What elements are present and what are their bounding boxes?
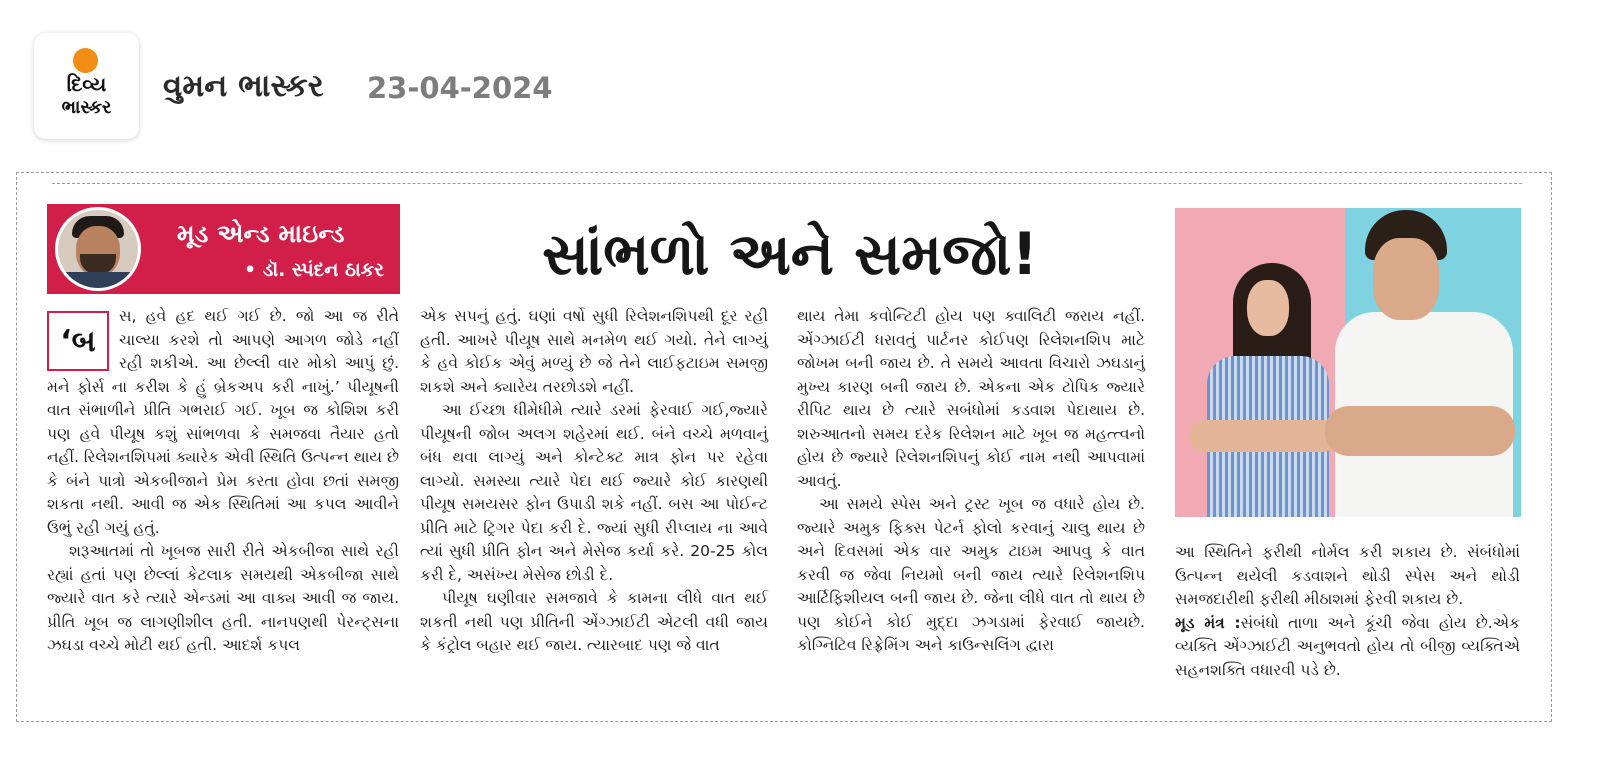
article-paragraph: શરૂઆતમાં તો ખૂબજ સારી રીતે એકબીજા સાથે રહી રહ્યાં હતાં પણ છેલ્લાં કેટલાક સમયથી એકબીજા સાથે જ્યારે વાત કરે ત્યારે એન્ડમાં આ વાક્ય આવી જ જાય. પ્રીતિ ખૂબ જ લાગણીશીલ હતી. નાનપણથી પેરન્ટ્સના ઝઘડા વચ્ચે મોટી થઈ હતી. આદર્શ કપલ [47,542,399,654]
paragraph-text: સ, હવે હદ થઈ ગઈ છે. જો આ જ રીતે ચાલ્યા કરશે તો આપણે આગળ જોડે નહીં રહી શકીએ. આ છેલ્લી વાર મોકો આપું છું. મને ફોર્સ ના કરીશ કે હું બ્રેકઅપ કરી નાખું.’ પીયૂષની વાત સંભાળીને પ્રીતિ ગભરાઈ ગઈ. ખૂબ જ કોશિશ કરી પણ હવે પીયૂષ કશું સાંભળવા કે સમજવા તૈયાર હતો નહીં. રિલેશનશિપમાં ક્યારેક એવી સ્થિતિ ઉત્પન્ન થાય છે કે બંને પાત્રો એકબીજાને પ્રેમ કરતા હોવા છતાં સમજી શકતા નથી. આવી જ એક સ્થિતિમાં આ કપલ આવીને ઉભું રહી ગયું હતું. [47,307,399,537]
article-paragraph: આ સમયે સ્પેસ અને ટ્રસ્ટ ખૂબ જ વધારે હોય છે. જ્યારે અમુક ફિક્સ પેટર્ન ફોલો કરવાનું ચાલુ થાય છે અને દિવસમાં એક વાર અમુક ટાઇમ આપવુ કે વાત કરવી જ જેવા નિયમો બની જાય ત્યારે રિલેશનશિપ આર્ટિફિશીયલ બની જાય છે. જેના લીધે વાત તો થાય છે પણ કોઈને કોઈ મુદ્દા ઝગડામાં ફેરવાઈ જાયછે. કોગ્નિટિવ રિફ્રેમિંગ અને કાઉન્સલિંગ દ્વારા [797,495,1145,654]
article-headline: સાંભળો અને સમજો! [542,220,1038,288]
article-photo-couple [1175,208,1521,517]
column-name: મૂડ એન્ડ માઇન્ડ [177,219,345,248]
mood-mantra-text: સંબંધો તાળા અને કૂંચી જેવા હોય છે.એક વ્યક્તિ એંગ્ઝાઈટી અનુભવતો હોય તો બીજી વ્યક્તિએ સહનશક્તિ વધારવી પડે છે. [1175,613,1520,679]
page-header [0,0,1600,160]
sun-icon [73,48,98,73]
article-paragraph: આ ઈચ્છા ધીમેધીમે ત્યારે ડરમાં ફેરવાઈ ગઈ,જ્યારે પીયૂષની જોબ અલગ શહેરમાં થઈ. બંને વચ્ચે મળવાનું બંધ થવા લાગ્યું અને કોન્ટેક્ટ માત્ર ફોન પર રહેવા લાગ્યો. સમસ્યા ત્યારે પેદા થઈ જ્યારે કોઈ કારણથી પીયૂષ સમયસર ફોન ઉપાડી શકે નહીં. બસ આ પોઈન્ટ પ્રીતિ માટે ટ્રિગર પેદા કરી દે. જ્યાં સુધી રીપ્લાય ના આવે ત્યાં સુધી પ્રીતિ ફોન અને મેસેજ કર્યા કરે. 20-25 કોલ કરી દે, અસંખ્ય મેસેજ છોડી દે. [420,401,768,584]
logo-text-line2: ભાસ્કર [61,97,112,118]
article-paragraph: એક સપનું હતું. ઘણાં વર્ષો સુધી રિલેશનશિપથી દૂર રહી હતી. આખરે પીયૂષ સાથે મનમેળ થઈ ગયો. તેને લાગ્યું કે હવે કોઈક એવું મળ્યું છે જે તેને લાઈફટાઇમ સમજી શકશે અને ક્યારેય તરછોડશે નહીં. [420,307,768,396]
article-column-1 [47,305,399,658]
drop-cap: ‘બ [47,311,109,371]
article-paragraph: આ સ્થિતિને ફરીથી નોર્મલ કરી શકાય છે. સંબંધોમાં ઉત્પન્ન થયેલી કડવાશને થોડી સ્પેસ અને થોડી સમજદારીથી ફરીથી મીઠાશમાં ફેરવી શકાય છે. [1175,543,1520,608]
mood-mantra [1175,612,1520,683]
column-banner [47,204,400,294]
author-avatar [55,207,141,291]
article-paragraph [47,305,399,540]
divya-bhaskar-logo[interactable] [34,33,139,139]
publication-date: 23-04-2024 [367,71,553,105]
top-divider [52,183,1522,184]
publication-title: વુમન ભાસ્કર [163,68,324,104]
article-paragraph: થાય તેમા કવોન્ટિટી હોય પણ ક્વાલિટી જરાય નહીં. એંગ્ઝાઈટી ધરાવતું પાર્ટનર કોઈપણ રિલેશનશિપ માટે જોખમ બની જાય છે. તે સમયે આવતા વિચારો ઝઘડાનું મુખ્ય કારણ બની જાય છે. એકના એક ટોપિક જ્યારે રીપિટ થાય છે ત્યારે સબંધોમાં કડવાશ પેદાથાય છે. શરુઆતનો સમય દરેક રિલેશન માટે ખૂબ જ મહત્ત્વનો હોય છે જ્યારે રિલેશનશિપનું કોઈ નામ નથી આપવામાં આવતું. [797,307,1145,490]
article-column-4 [1175,541,1520,682]
logo-text-line1: દિવ્ય [66,72,107,96]
article-column-2 [420,305,768,658]
article-column-3 [797,305,1145,658]
mood-mantra-label: મૂડ મંત્ર : [1175,613,1241,632]
article-paragraph: પીયૂષ ઘણીવાર સમજાવે કે કામના લીધે વાત થઈ શકતી નથી પણ પ્રીતિની એંગ્ઝાઈટી એટલી વધી જાય કે કંટ્રોલ બહાર થઈ જાય. ત્યારબાદ પણ જે વાત [420,589,768,654]
author-name: • ડૉ. સ્પંદન ઠાકર [244,259,385,281]
